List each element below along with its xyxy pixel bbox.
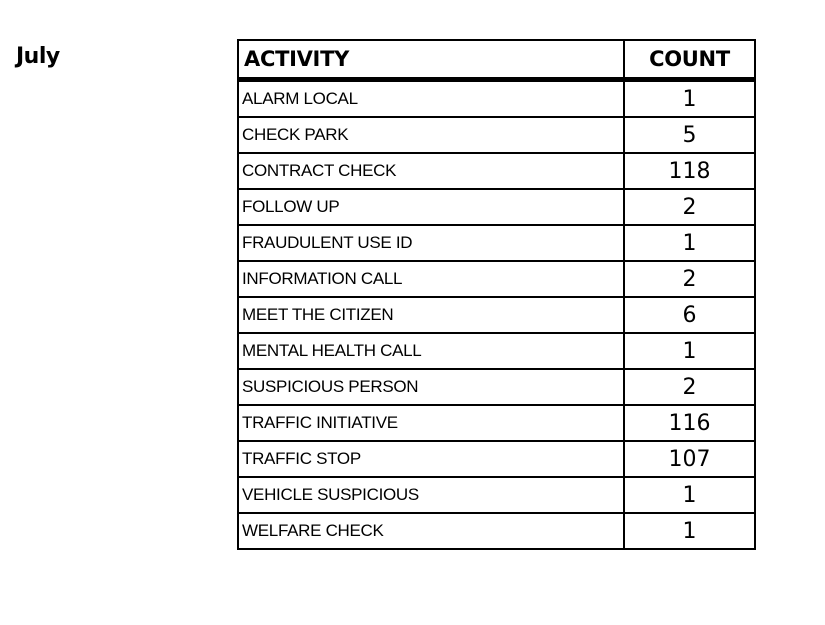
activity-cell: CONTRACT CHECK (238, 153, 624, 189)
activity-cell: WELFARE CHECK (238, 513, 624, 549)
table-row (238, 405, 755, 441)
table-body (238, 80, 755, 550)
activity-cell: MENTAL HEALTH CALL (238, 333, 624, 369)
table-row (238, 333, 755, 369)
table-row (238, 513, 755, 549)
count-cell: 118 (624, 153, 755, 189)
table-row (238, 261, 755, 297)
count-cell: 116 (624, 405, 755, 441)
count-cell: 2 (624, 189, 755, 225)
table-row (238, 297, 755, 333)
activity-count-table (237, 39, 756, 550)
table-row (238, 441, 755, 477)
table-row (238, 117, 755, 153)
activity-cell: MEET THE CITIZEN (238, 297, 624, 333)
table-header-row (238, 40, 755, 80)
table-row (238, 225, 755, 261)
count-cell: 2 (624, 369, 755, 405)
count-cell: 1 (624, 513, 755, 549)
activity-cell: TRAFFIC STOP (238, 441, 624, 477)
count-column-header: COUNT (624, 40, 755, 80)
count-cell: 1 (624, 477, 755, 513)
activity-cell: SUSPICIOUS PERSON (238, 369, 624, 405)
activity-cell: ALARM LOCAL (238, 80, 624, 118)
activity-cell: FRAUDULENT USE ID (238, 225, 624, 261)
count-cell: 6 (624, 297, 755, 333)
month-label: July (16, 44, 60, 69)
count-cell: 1 (624, 333, 755, 369)
count-cell: 2 (624, 261, 755, 297)
count-cell: 5 (624, 117, 755, 153)
count-cell: 107 (624, 441, 755, 477)
activity-column-header: ACTIVITY (238, 40, 624, 80)
activity-cell: FOLLOW UP (238, 189, 624, 225)
count-cell: 1 (624, 80, 755, 118)
table-row (238, 189, 755, 225)
activity-cell: CHECK PARK (238, 117, 624, 153)
activity-cell: INFORMATION CALL (238, 261, 624, 297)
activity-cell: VEHICLE SUSPICIOUS (238, 477, 624, 513)
count-cell: 1 (624, 225, 755, 261)
table-row (238, 153, 755, 189)
table-row (238, 80, 755, 118)
activity-cell: TRAFFIC INITIATIVE (238, 405, 624, 441)
table-row (238, 477, 755, 513)
table-row (238, 369, 755, 405)
